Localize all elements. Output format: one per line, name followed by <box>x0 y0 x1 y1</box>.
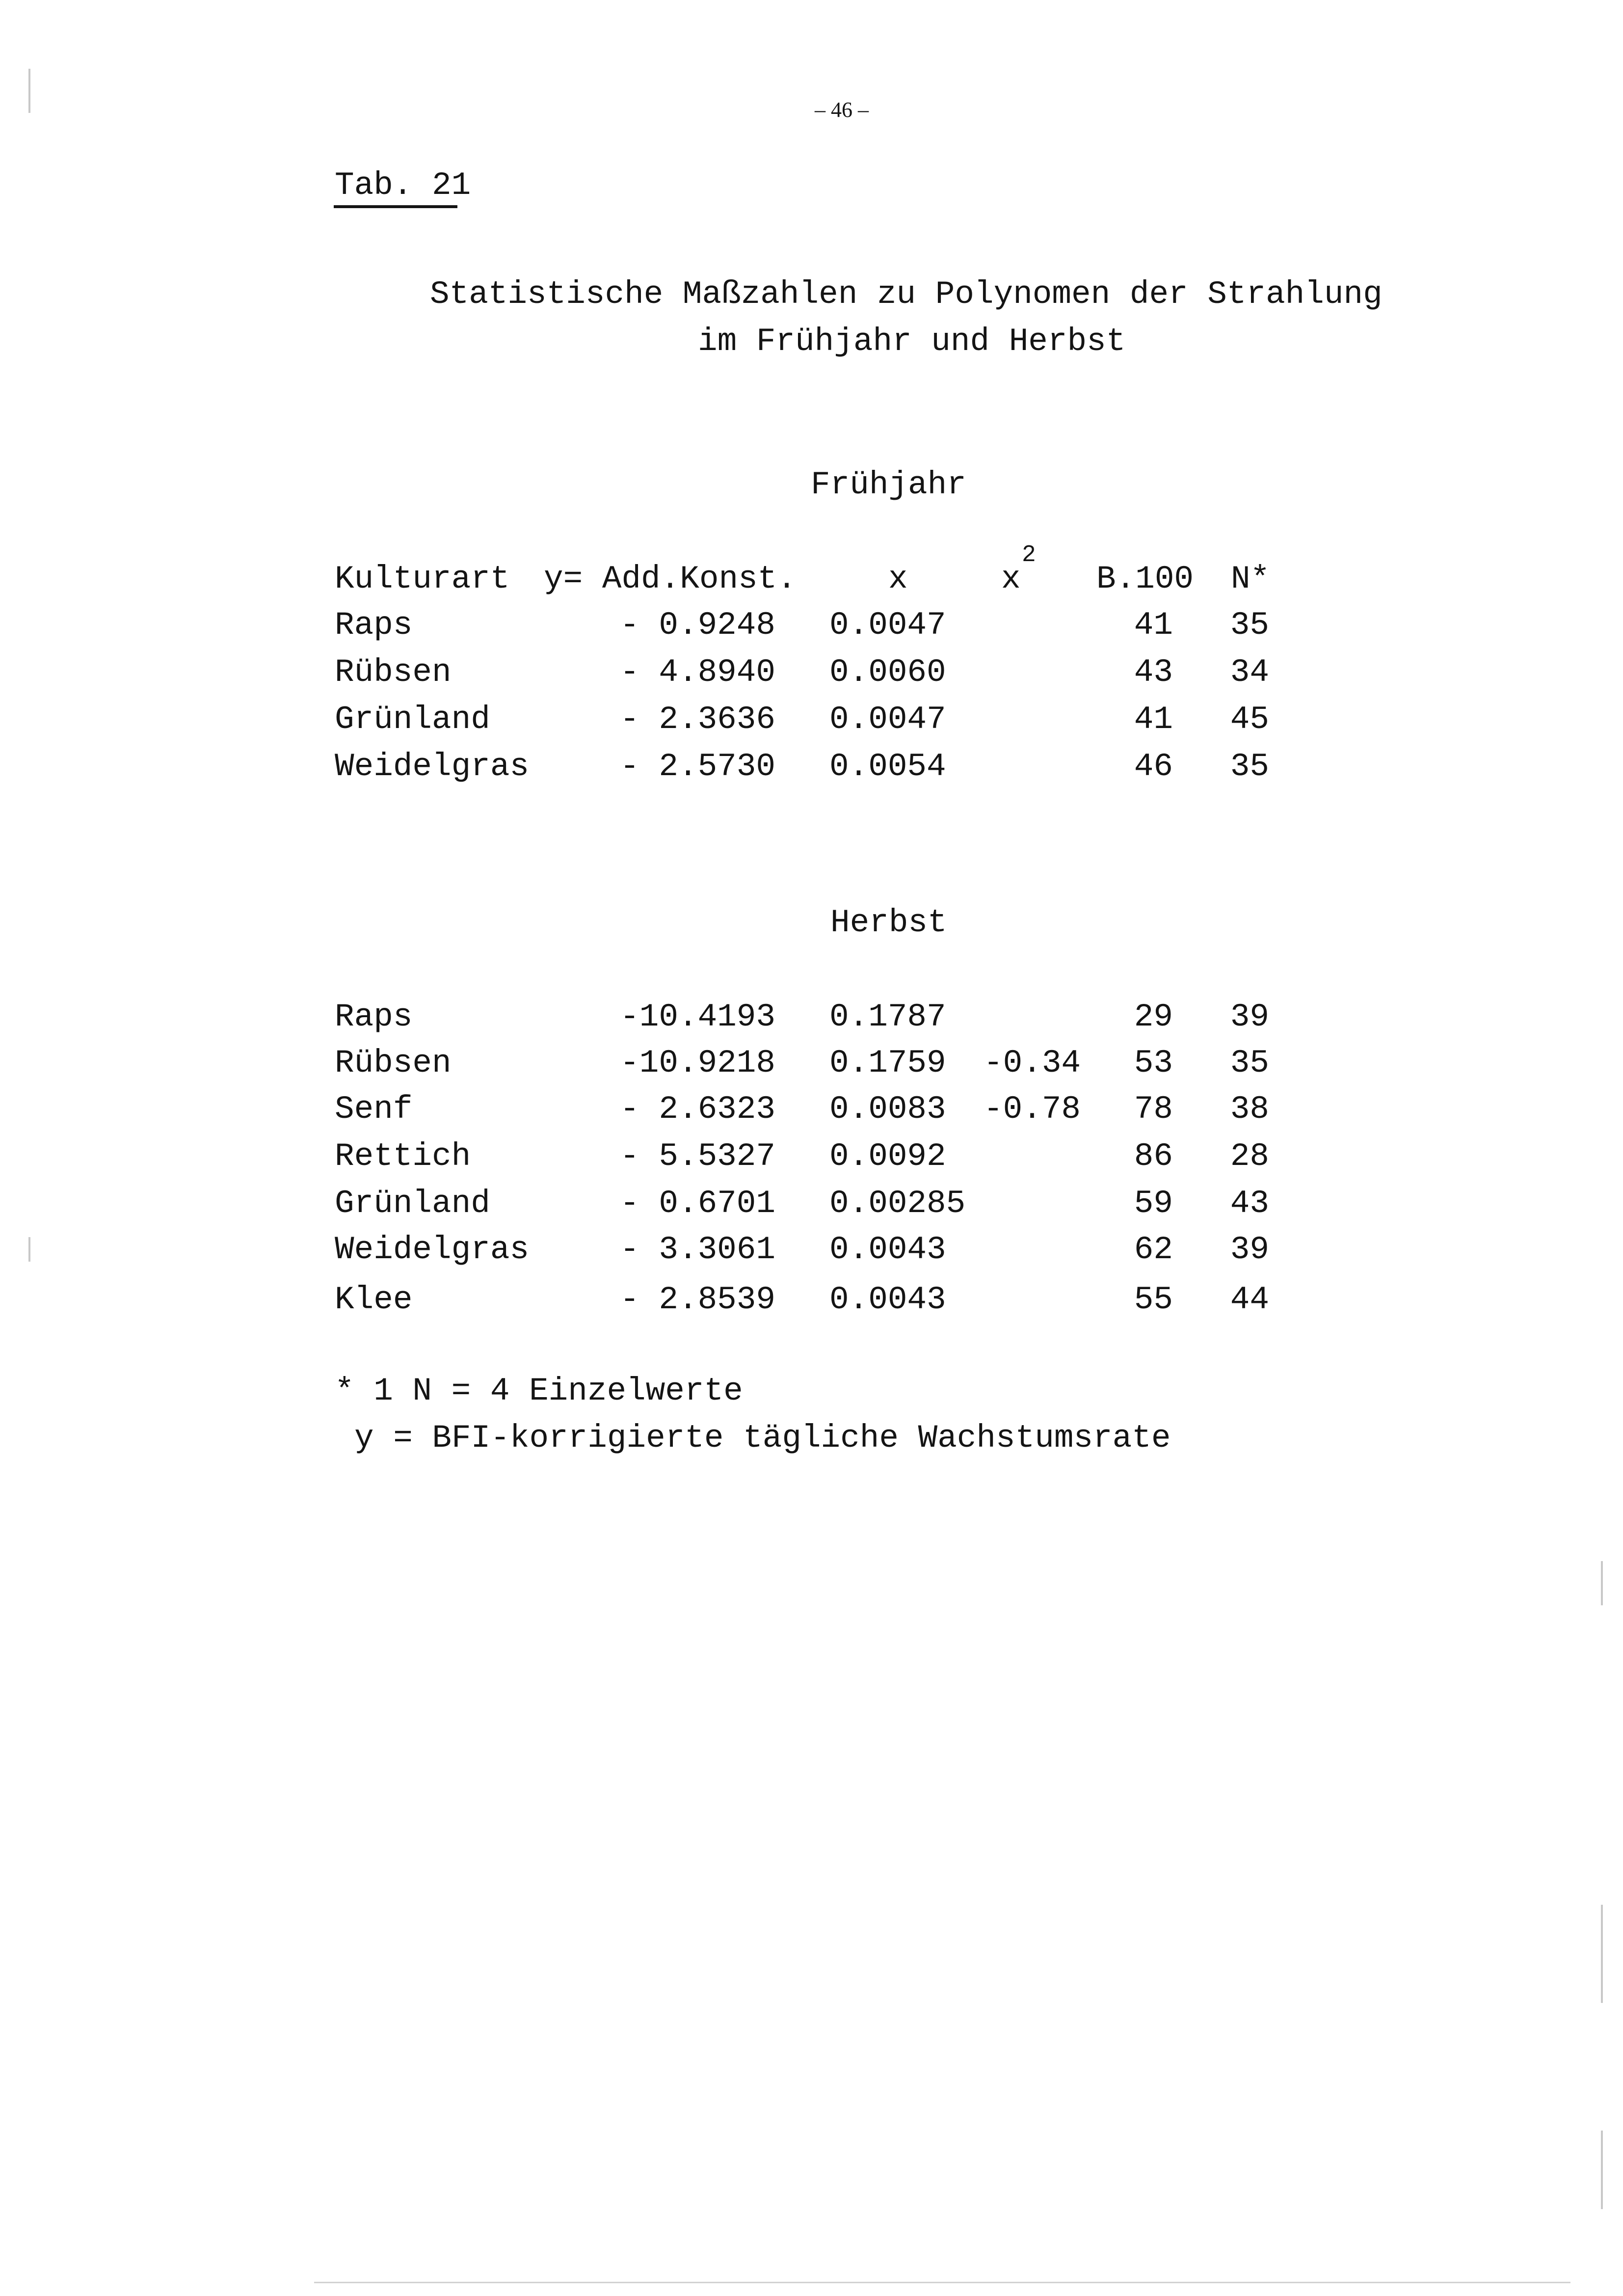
cell-b100: 59 <box>1134 1185 1173 1222</box>
footnote-y: y = BFI-korrigierte tägliche Wachstumsrate <box>354 1420 1171 1457</box>
cell-n: 39 <box>1230 1231 1269 1268</box>
header-n: N* <box>1231 561 1270 597</box>
header-x-squared-exponent: 2 <box>1022 542 1036 568</box>
header-x-squared: x <box>1001 561 1021 597</box>
cell-b100: 78 <box>1134 1091 1173 1128</box>
cell-add-konst: - 2.6323 <box>620 1091 775 1128</box>
cell-b100: 43 <box>1134 654 1173 691</box>
cell-b100: 29 <box>1134 999 1173 1035</box>
cell-add-konst: - 0.6701 <box>620 1185 775 1222</box>
cell-x: 0.1787 <box>829 999 946 1035</box>
cell-x-squared: -0.78 <box>984 1091 1081 1128</box>
footnote-n: * 1 N = 4 Einzelwerte <box>335 1373 743 1409</box>
scan-edge-mark <box>1601 1561 1603 1605</box>
scan-edge-mark <box>28 69 30 113</box>
cell-x: 0.1759 <box>829 1045 946 1081</box>
cell-kulturart: Raps <box>335 999 413 1035</box>
cell-add-konst: - 3.3061 <box>620 1231 775 1268</box>
cell-x: 0.00285 <box>829 1185 966 1222</box>
scan-edge-line <box>314 2282 1570 2283</box>
cell-kulturart: Raps <box>335 607 413 644</box>
cell-add-konst: - 2.3636 <box>620 701 775 738</box>
cell-n: 43 <box>1230 1185 1269 1222</box>
cell-add-konst: - 0.9248 <box>620 607 775 644</box>
scan-edge-mark <box>1601 1905 1603 2003</box>
cell-x: 0.0047 <box>829 607 946 644</box>
cell-kulturart: Rettich <box>335 1138 471 1175</box>
cell-add-konst: - 2.8539 <box>620 1281 775 1318</box>
cell-n: 39 <box>1230 999 1269 1035</box>
cell-add-konst: - 4.8940 <box>620 654 775 691</box>
cell-kulturart: Weidelgras <box>335 748 530 785</box>
cell-n: 45 <box>1230 701 1269 738</box>
cell-b100: 86 <box>1134 1138 1173 1175</box>
table-title-line-2: im Frühjahr und Herbst <box>698 323 1126 360</box>
cell-kulturart: Rübsen <box>335 654 452 691</box>
header-x: x <box>888 561 908 597</box>
cell-n: 35 <box>1230 607 1269 644</box>
table-label-underline <box>334 205 457 208</box>
cell-add-konst: -10.9218 <box>620 1045 775 1081</box>
cell-b100: 41 <box>1134 607 1173 644</box>
cell-kulturart: Grünland <box>335 701 490 738</box>
cell-x-squared: -0.34 <box>984 1045 1081 1081</box>
cell-kulturart: Grünland <box>335 1185 490 1222</box>
cell-b100: 41 <box>1134 701 1173 738</box>
scan-edge-mark <box>1601 2131 1603 2209</box>
cell-n: 34 <box>1230 654 1269 691</box>
scan-edge-mark <box>28 1237 30 1262</box>
cell-x: 0.0092 <box>829 1138 946 1175</box>
cell-b100: 46 <box>1134 748 1173 785</box>
page-number: – 46 – <box>815 98 869 122</box>
section-heading-fruehjahr: Frühjahr <box>811 466 966 503</box>
header-kulturart: Kulturart <box>335 561 510 597</box>
cell-add-konst: - 2.5730 <box>620 748 775 785</box>
header-b100: B.100 <box>1096 561 1194 597</box>
cell-n: 44 <box>1230 1281 1269 1318</box>
cell-x: 0.0060 <box>829 654 946 691</box>
cell-b100: 53 <box>1134 1045 1173 1081</box>
table-title-line-1: Statistische Maßzahlen zu Polynomen der Strahlung <box>430 276 1383 313</box>
cell-b100: 62 <box>1134 1231 1173 1268</box>
section-heading-herbst: Herbst <box>830 904 947 941</box>
cell-kulturart: Weidelgras <box>335 1231 530 1268</box>
cell-kulturart: Senf <box>335 1091 413 1128</box>
cell-x: 0.0083 <box>829 1091 946 1128</box>
cell-x: 0.0043 <box>829 1281 946 1318</box>
cell-n: 38 <box>1230 1091 1269 1128</box>
cell-x: 0.0047 <box>829 701 946 738</box>
cell-kulturart: Rübsen <box>335 1045 452 1081</box>
cell-add-konst: -10.4193 <box>620 999 775 1035</box>
header-add-konst: y= Add.Konst. <box>544 561 797 597</box>
table-label: Tab. 21 <box>335 167 471 204</box>
cell-x: 0.0054 <box>829 748 946 785</box>
cell-kulturart: Klee <box>335 1281 413 1318</box>
cell-n: 35 <box>1230 748 1269 785</box>
cell-n: 28 <box>1230 1138 1269 1175</box>
cell-add-konst: - 5.5327 <box>620 1138 775 1175</box>
cell-n: 35 <box>1230 1045 1269 1081</box>
cell-b100: 55 <box>1134 1281 1173 1318</box>
cell-x: 0.0043 <box>829 1231 946 1268</box>
